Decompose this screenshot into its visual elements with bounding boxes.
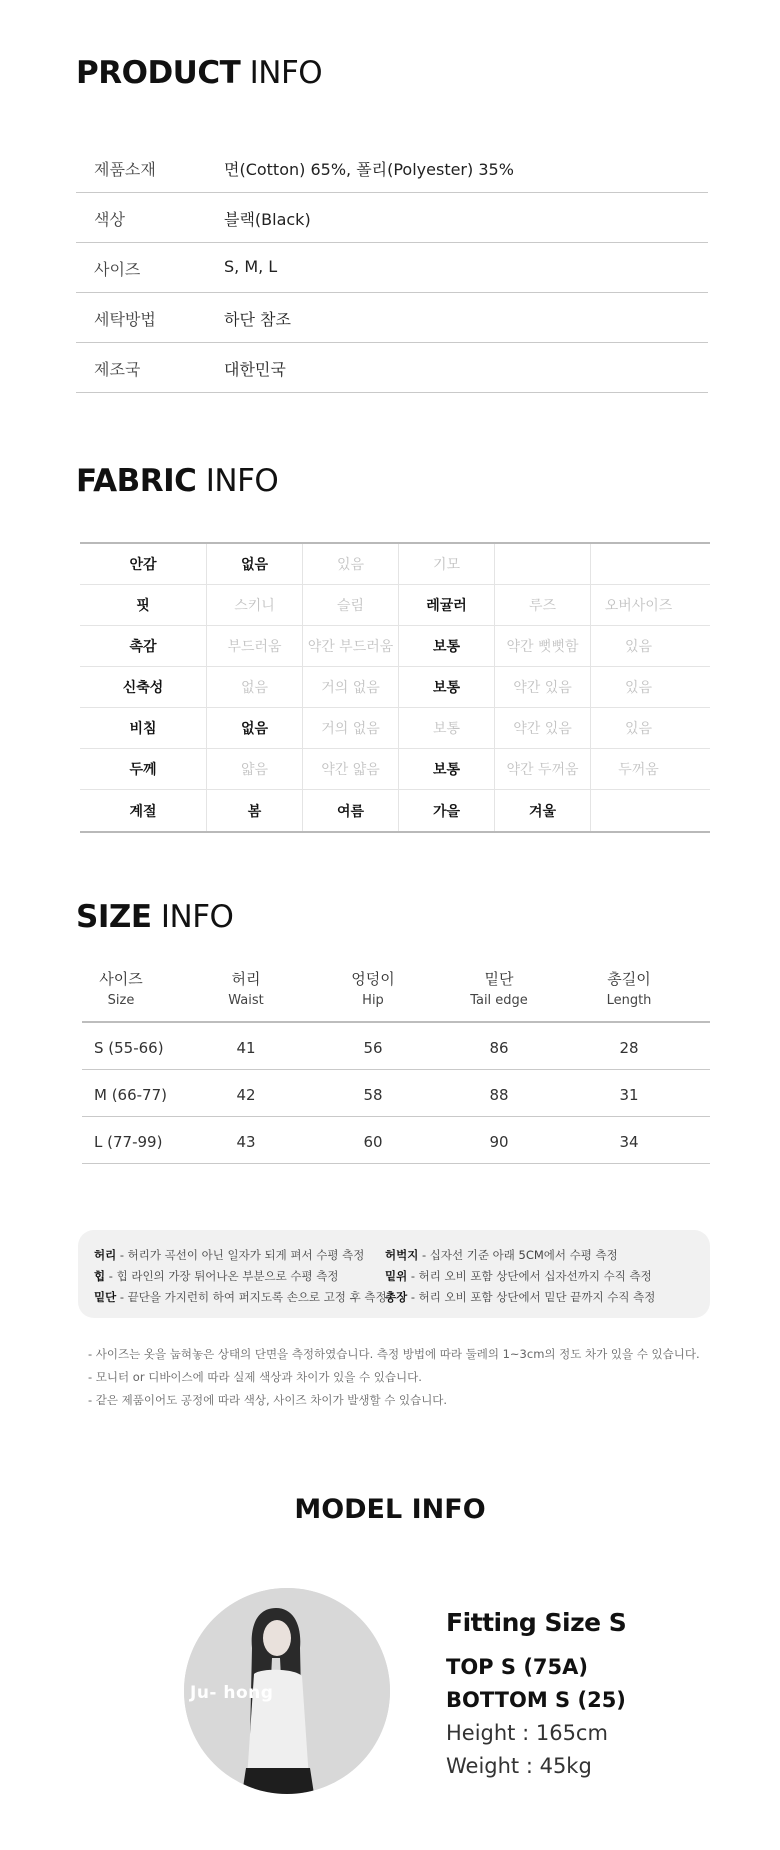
fabric-option: 약간 부드러움 xyxy=(302,626,398,666)
fabric-info-table xyxy=(80,542,710,833)
size-cell: 90 xyxy=(489,1133,509,1151)
fabric-option: 기모 xyxy=(398,544,494,584)
size-cell: 42 xyxy=(236,1086,256,1104)
size-header-hip xyxy=(318,968,428,1008)
product-row-label: 제품소재 xyxy=(94,160,156,179)
fabric-option: 약간 두꺼움 xyxy=(494,749,590,789)
product-row-label: 제조국 xyxy=(94,360,141,379)
product-row-value: 대한민국 xyxy=(224,360,286,379)
fabric-option: 없음 xyxy=(206,544,302,584)
measurement-notes-box xyxy=(78,1230,710,1318)
size-cell: 43 xyxy=(236,1133,256,1151)
note-term: 밑위 xyxy=(385,1269,408,1283)
fabric-row-label: 비침 xyxy=(129,721,157,737)
fabric-option: 보통 xyxy=(398,667,494,707)
product-row-value: 하단 참조 xyxy=(224,310,291,329)
fabric-option: 슬림 xyxy=(302,585,398,625)
fabric-option: 두꺼움 xyxy=(590,749,686,789)
size-cell: S (55-66) xyxy=(94,1039,164,1057)
fabric-option: 없음 xyxy=(206,667,302,707)
note-thigh xyxy=(385,1247,618,1263)
fabric-option: 있음 xyxy=(590,708,686,748)
product-info-title xyxy=(76,55,322,91)
note-desc: - 힙 라인의 가장 튀어나온 부분으로 수평 측정 xyxy=(105,1269,339,1283)
fabric-option: 여름 xyxy=(302,790,398,831)
fabric-option: 오버사이즈 xyxy=(590,585,686,625)
note-desc: - 허리 오비 포함 상단에서 밑단 끝까지 수직 측정 xyxy=(407,1290,656,1304)
fabric-option: 있음 xyxy=(590,667,686,707)
header-ko: 사이즈 xyxy=(99,970,143,988)
product-row xyxy=(76,343,708,393)
product-row-value: 면(Cotton) 65%, 폴리(Polyester) 35% xyxy=(224,160,514,179)
size-row xyxy=(82,1070,710,1117)
size-title-bold: SIZE xyxy=(76,899,152,935)
header-en: Length xyxy=(606,993,652,1008)
note-hip xyxy=(94,1268,338,1284)
size-header-waist xyxy=(191,968,301,1008)
note-total-length xyxy=(385,1289,655,1305)
fabric-option: 봄 xyxy=(206,790,302,831)
note-desc: - 십자선 기준 아래 5CM에서 수평 측정 xyxy=(418,1248,618,1262)
fabric-title-bold: FABRIC xyxy=(76,463,197,499)
product-row xyxy=(76,143,708,193)
header-en: Waist xyxy=(228,993,264,1008)
fabric-row xyxy=(80,749,710,790)
size-header-tail-edge xyxy=(444,968,554,1008)
header-ko: 밑단 xyxy=(484,970,514,988)
product-row xyxy=(76,293,708,343)
fabric-option: 거의 없음 xyxy=(302,708,398,748)
fabric-option: 약간 있음 xyxy=(494,667,590,707)
fabric-option: 있음 xyxy=(590,626,686,666)
fabric-option: 약간 뻣뻣함 xyxy=(494,626,590,666)
fabric-option: 스키니 xyxy=(206,585,302,625)
size-cell: L (77-99) xyxy=(94,1133,163,1151)
fabric-option: 겨울 xyxy=(494,790,590,831)
note-desc: - 허리가 곡선이 아닌 일자가 되게 펴서 수평 측정 xyxy=(116,1248,365,1262)
fabric-row-label: 핏 xyxy=(136,598,150,614)
model-weight: Weight : 45kg xyxy=(446,1754,592,1778)
size-cell: 56 xyxy=(363,1039,383,1057)
fabric-row-label: 안감 xyxy=(129,557,157,573)
fabric-option: 약간 있음 xyxy=(494,708,590,748)
note-desc: - 끝단을 가지런히 하여 퍼지도록 손으로 고정 후 측정 xyxy=(116,1290,387,1304)
product-row-label: 세탁방법 xyxy=(94,310,156,329)
size-cell: 34 xyxy=(619,1133,639,1151)
header-ko: 엉덩이 xyxy=(351,970,395,988)
note-tail-edge xyxy=(94,1289,387,1305)
note-rise xyxy=(385,1268,652,1284)
fabric-option: 루즈 xyxy=(494,585,590,625)
size-header-length xyxy=(574,968,684,1008)
size-header-row xyxy=(82,968,710,1023)
size-cell: 60 xyxy=(363,1133,383,1151)
size-title-light: INFO xyxy=(160,899,234,935)
size-info-title xyxy=(76,899,233,935)
header-en: Hip xyxy=(362,993,384,1008)
product-row-value: 블랙(Black) xyxy=(224,210,311,229)
fabric-row-label: 신축성 xyxy=(122,680,164,696)
remarks xyxy=(88,1346,700,1415)
fabric-option: 얇음 xyxy=(206,749,302,789)
fabric-row-label: 두께 xyxy=(129,762,157,778)
header-en: Tail edge xyxy=(470,993,528,1008)
product-row xyxy=(76,243,708,293)
note-waist xyxy=(94,1247,364,1263)
size-row xyxy=(82,1117,710,1164)
fabric-option: 보통 xyxy=(398,708,494,748)
size-cell: 41 xyxy=(236,1039,256,1057)
fabric-option: 없음 xyxy=(206,708,302,748)
product-title-light: INFO xyxy=(249,55,323,91)
note-term: 허벅지 xyxy=(385,1248,419,1262)
size-cell: 31 xyxy=(619,1086,639,1104)
fabric-option xyxy=(590,544,686,584)
size-cell: M (66-77) xyxy=(94,1086,168,1104)
fabric-row-label: 계절 xyxy=(129,803,157,820)
fabric-row xyxy=(80,626,710,667)
model-top-size: TOP S (75A) xyxy=(446,1655,588,1679)
size-info-table xyxy=(82,968,710,1164)
fabric-option: 있음 xyxy=(302,544,398,584)
product-row-label: 사이즈 xyxy=(94,260,141,279)
size-cell: 58 xyxy=(363,1086,383,1104)
product-info-table xyxy=(76,143,708,393)
fabric-title-light: INFO xyxy=(205,463,279,499)
fabric-row xyxy=(80,667,710,708)
model-height: Height : 165cm xyxy=(446,1721,608,1745)
note-term: 허리 xyxy=(94,1248,117,1262)
remark-line: - 모니터 or 디바이스에 따라 실제 색상과 차이가 있을 수 있습니다. xyxy=(88,1370,422,1384)
fabric-option: 보통 xyxy=(398,626,494,666)
fabric-option: 보통 xyxy=(398,749,494,789)
model-bottom-size: BOTTOM S (25) xyxy=(446,1688,626,1712)
model-name: Ju- hong xyxy=(190,1683,274,1703)
model-info-title: MODEL INFO xyxy=(294,1494,486,1525)
product-row xyxy=(76,193,708,243)
product-title-bold: PRODUCT xyxy=(76,55,241,91)
remark-line: - 사이즈는 옷을 눕혀놓은 상태의 단면을 측정하였습니다. 측정 방법에 따라 둘레의 1~3cm의 정도 차가 있을 수 있습니다. xyxy=(88,1347,700,1361)
fabric-option: 레귤러 xyxy=(398,585,494,625)
fabric-option: 거의 없음 xyxy=(302,667,398,707)
fabric-row xyxy=(80,585,710,626)
note-term: 밑단 xyxy=(94,1290,117,1304)
fabric-option xyxy=(590,790,686,831)
remark-line: - 같은 제품이어도 공정에 따라 색상, 사이즈 차이가 발생할 수 있습니다. xyxy=(88,1393,448,1407)
header-en: Size xyxy=(107,993,135,1008)
header-ko: 총길이 xyxy=(607,970,651,988)
size-cell: 88 xyxy=(489,1086,509,1104)
fabric-option: 가을 xyxy=(398,790,494,831)
size-cell: 86 xyxy=(489,1039,509,1057)
note-term: 총장 xyxy=(385,1290,408,1304)
fabric-row xyxy=(80,790,710,831)
fabric-option: 약간 얇음 xyxy=(302,749,398,789)
note-desc: - 허리 오비 포함 상단에서 십자선까지 수직 측정 xyxy=(407,1269,652,1283)
size-cell: 28 xyxy=(619,1039,639,1057)
fabric-row-label: 촉감 xyxy=(129,639,157,655)
fitting-size: Fitting Size S xyxy=(446,1608,627,1637)
note-term: 힙 xyxy=(94,1269,106,1283)
fabric-option xyxy=(494,544,590,584)
fabric-row xyxy=(80,544,710,585)
fabric-option: 부드러움 xyxy=(206,626,302,666)
product-row-label: 색상 xyxy=(94,210,125,229)
fabric-row xyxy=(80,708,710,749)
fabric-info-title xyxy=(76,463,278,499)
size-header-size xyxy=(66,968,176,1008)
size-row xyxy=(82,1023,710,1070)
product-row-value: S, M, L xyxy=(224,257,278,276)
header-ko: 허리 xyxy=(231,970,261,988)
